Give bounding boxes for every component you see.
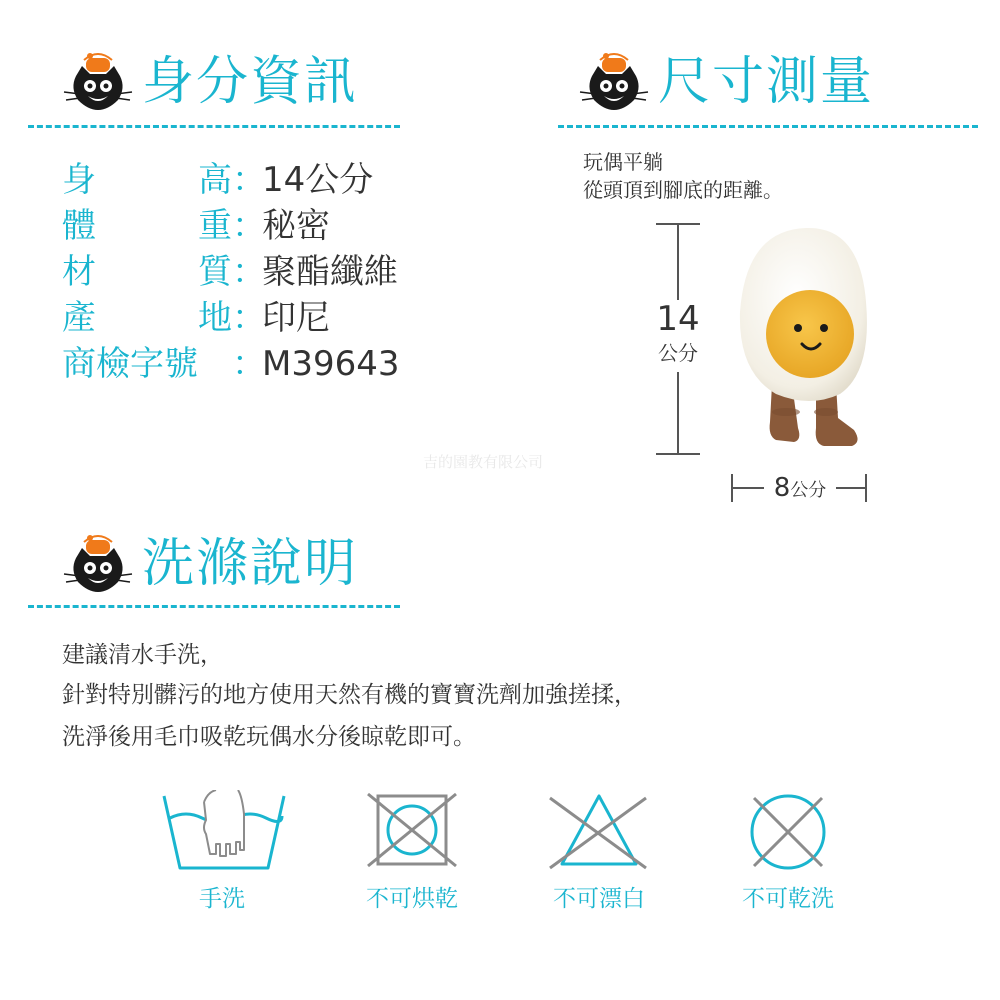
spec-colon: ： — [232, 206, 266, 246]
egg-plush-image — [720, 222, 900, 462]
spec-label-char: 身 — [62, 160, 96, 200]
spec-colon: ： — [232, 252, 266, 292]
care-label-no-dry-clean: 不可乾洗 — [742, 886, 834, 912]
spec-value-origin: 印尼 — [262, 298, 330, 338]
measurement-note-line2: 從頭頂到腳底的距離。 — [583, 178, 783, 202]
washing-instruction-line: 洗淨後用毛巾吸乾玩偶水分後晾乾即可。 — [62, 724, 476, 750]
no-bleach-icon — [546, 790, 652, 874]
no-dry-clean-icon — [740, 790, 836, 874]
spec-value-weight: 秘密 — [262, 206, 330, 246]
spec-colon: ： — [232, 160, 266, 200]
watermark-text: 吉的園教有限公司 — [423, 453, 544, 471]
identity-divider — [28, 125, 400, 128]
spec-value-inspection-number: M39643 — [262, 344, 400, 384]
size-title: 尺寸測量 — [658, 52, 875, 112]
care-label-no-tumble-dry: 不可烘乾 — [366, 886, 458, 912]
care-label-hand-wash: 手洗 — [199, 886, 245, 912]
spec-label-char: 高 — [198, 160, 232, 200]
cat-mascot-icon — [62, 46, 134, 116]
washing-section-header — [62, 528, 402, 598]
cat-mascot-icon — [62, 528, 134, 598]
spec-label-text: 商檢字號 — [62, 344, 198, 384]
spec-value-material: 聚酯纖維 — [262, 252, 398, 292]
spec-value-height: 14公分 — [262, 160, 374, 200]
spec-label-char: 質 — [198, 252, 232, 292]
identity-section-header — [62, 46, 402, 116]
washing-divider — [28, 605, 400, 608]
spec-label-char: 產 — [62, 298, 96, 338]
spec-label-char: 地 — [198, 298, 232, 338]
width-label — [762, 472, 838, 507]
no-tumble-dry-icon — [364, 790, 460, 874]
washing-title: 洗滌說明 — [142, 534, 359, 594]
size-divider — [558, 125, 978, 128]
cat-mascot-icon — [578, 46, 650, 116]
spec-colon: ： — [232, 344, 266, 384]
height-value: 14 — [656, 299, 700, 339]
identity-title: 身分資訊 — [142, 52, 359, 112]
height-unit: 公分 — [658, 341, 698, 365]
size-section-header — [578, 46, 938, 116]
washing-instruction-line: 建議清水手洗， — [62, 642, 223, 668]
width-value: 8 — [773, 473, 791, 503]
care-label-no-bleach: 不可漂白 — [553, 886, 645, 912]
measurement-note-line1: 玩偶平躺 — [583, 150, 663, 174]
spec-label-char: 材 — [62, 252, 96, 292]
hand-wash-icon — [160, 790, 288, 874]
width-unit: 公分 — [790, 480, 827, 501]
spec-label-char: 體 — [62, 206, 96, 246]
spec-label-char: 重 — [198, 206, 232, 246]
spec-colon: ： — [232, 298, 266, 338]
washing-instruction-line: 針對特別髒污的地方使用天然有機的寶寶洗劑加強搓揉， — [62, 682, 637, 708]
